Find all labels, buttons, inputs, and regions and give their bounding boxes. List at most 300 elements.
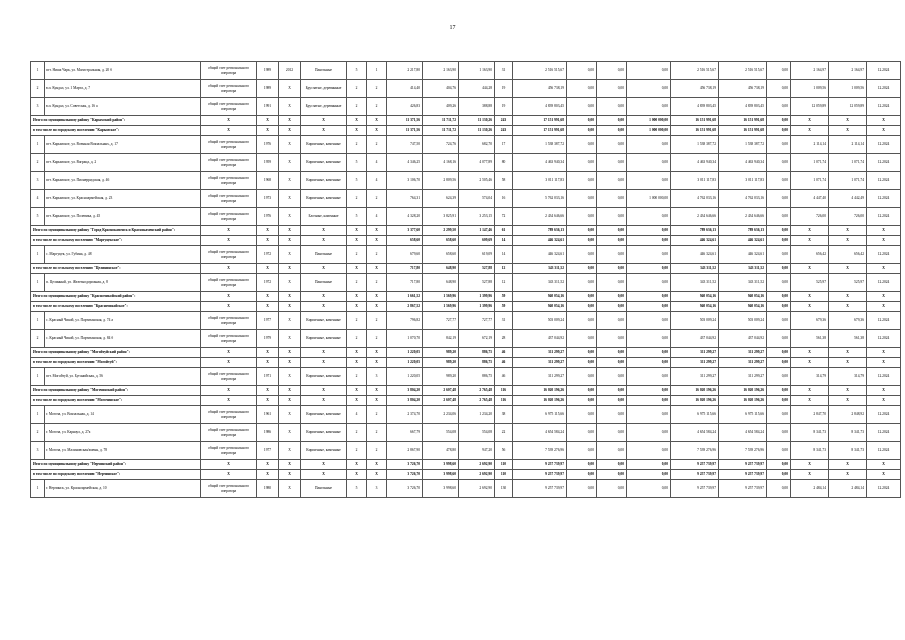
table-row (31, 274, 901, 292)
unit-cost-cell: 1 071,74 (791, 154, 829, 172)
total-cost-cell: 446 324,61 (513, 236, 567, 246)
premises-area-cell: 658,60 (423, 246, 459, 264)
total-cost-cell: 343 311,52 (513, 274, 567, 292)
other-funds-cell: 0,00 (767, 442, 791, 460)
unit-cost-cell: 2 484,14 (791, 480, 829, 498)
wall-material-cell: Кирпичные, каменные (301, 190, 347, 208)
residential-area-cell: 682,70 (459, 136, 495, 154)
x-mark-cell: X (867, 116, 901, 126)
x-mark-cell: X (367, 236, 387, 246)
commission-year-cell: 1973 (257, 190, 279, 208)
planned-date-cell: 12.2024 (867, 208, 901, 226)
subtotal-label-cell: в том числе по городскому поселению "Могочинское": (31, 396, 201, 406)
x-mark-cell: X (347, 358, 367, 368)
total-area-cell: 679,60 (387, 246, 423, 264)
residents-cell: 130 (495, 480, 513, 498)
table-row (31, 154, 901, 172)
owner-funds-cell: 16 020 196,26 (671, 396, 719, 406)
x-mark-cell: X (201, 348, 257, 358)
x-mark-cell: X (347, 116, 367, 126)
residents-cell: 243 (495, 116, 513, 126)
row-number-cell: 3 (31, 442, 45, 460)
max-unit-cost-cell: 1 071,74 (829, 154, 867, 172)
residential-area-cell: 672,19 (459, 330, 495, 348)
max-unit-cost-cell: 4 442,49 (829, 190, 867, 208)
last-repair-year-cell: X (279, 312, 301, 330)
address-cell: пгт. Карымское, ул. Красноармейская, д. 23 (45, 190, 201, 208)
total-area-cell: 1 070,70 (387, 330, 423, 348)
x-mark-cell: X (301, 126, 347, 136)
total-cost-cell: 5 762 033,16 (513, 190, 567, 208)
floors-cell: 5 (347, 208, 367, 226)
total-area-cell: 3 726,70 (387, 480, 423, 498)
x-mark-cell: X (867, 460, 901, 470)
total-cost-cell: 1 538 387,72 (513, 136, 567, 154)
last-repair-year-cell: X (279, 424, 301, 442)
local-funds-cell: 0,00 (627, 154, 671, 172)
entrances-cell: 2 (367, 136, 387, 154)
federal-funds-cell: 0,00 (567, 236, 597, 246)
local-funds-cell: 0,00 (627, 406, 671, 424)
residents-cell: 14 (495, 236, 513, 246)
x-mark-cell: X (829, 116, 867, 126)
subtotal-row (31, 302, 901, 312)
premises-area-cell: 989,20 (423, 358, 459, 368)
local-funds-cell: 0,00 (627, 330, 671, 348)
regional-funds-cell: 0,00 (597, 208, 627, 226)
max-unit-cost-cell: 1 071,74 (829, 172, 867, 190)
wall-material-cell: Панельные (301, 480, 347, 498)
last-repair-year-cell: X (279, 172, 301, 190)
table-row (31, 190, 901, 208)
subtotal-row (31, 116, 901, 126)
account-type-cell: общий счет регионального оператора (201, 246, 257, 264)
other-funds-cell: 0,00 (767, 396, 791, 406)
commission-year-cell: 1972 (257, 274, 279, 292)
x-mark-cell: X (867, 358, 901, 368)
x-mark-cell: X (367, 470, 387, 480)
owner-funds-cell: 9 257 739,97 (671, 460, 719, 470)
x-mark-cell: X (301, 386, 347, 396)
total-cost-cell: 16 020 196,26 (513, 386, 567, 396)
x-mark-cell: X (301, 302, 347, 312)
regional-funds-cell: 0,00 (597, 470, 627, 480)
x-mark-cell: X (257, 396, 279, 406)
regional-funds-cell: 0,00 (597, 246, 627, 264)
owner-funds-cell: 311 299,27 (671, 358, 719, 368)
fund-account-cell: 2 434 646,66 (719, 208, 767, 226)
local-funds-cell: 0,00 (627, 274, 671, 292)
fund-account-cell: 940 054,16 (719, 292, 767, 302)
commission-year-cell: 1968 (257, 172, 279, 190)
x-mark-cell: X (201, 396, 257, 406)
residents-cell: 14 (495, 246, 513, 264)
fund-account-cell: 9 257 739,97 (719, 470, 767, 480)
planned-date-cell: 12.2024 (867, 312, 901, 330)
regional-funds-cell: 0,00 (597, 302, 627, 312)
wall-material-cell: Кирпичные, каменные (301, 136, 347, 154)
subtotal-label-cell: в том числе по городскому поселению "Карымское": (31, 126, 201, 136)
max-unit-cost-cell: 726,00 (829, 208, 867, 226)
row-number-cell: 1 (31, 312, 45, 330)
total-cost-cell: 311 299,27 (513, 368, 567, 386)
row-number-cell: 3 (31, 172, 45, 190)
address-cell: г. Могоча, ул. Карнаул, д. 27а (45, 424, 201, 442)
residents-cell: 59 (495, 292, 513, 302)
residents-cell: 31 (495, 312, 513, 330)
owner-funds-cell: 503 009,24 (671, 312, 719, 330)
federal-funds-cell: 0,00 (567, 302, 597, 312)
commission-year-cell: 1986 (257, 424, 279, 442)
local-funds-cell: 0,00 (627, 236, 671, 246)
local-funds-cell: 0,00 (627, 62, 671, 80)
row-number-cell: 1 (31, 136, 45, 154)
total-cost-cell: 456 738,19 (513, 80, 567, 98)
x-mark-cell: X (279, 264, 301, 274)
local-funds-cell: 0,00 (627, 172, 671, 190)
owner-funds-cell: 4 839 803,45 (671, 98, 719, 116)
regional-funds-cell: 0,00 (597, 136, 627, 154)
table-row (31, 172, 901, 190)
x-mark-cell: X (867, 236, 901, 246)
x-mark-cell: X (301, 236, 347, 246)
x-mark-cell: X (367, 358, 387, 368)
x-mark-cell: X (279, 236, 301, 246)
premises-area-cell: 11 711,72 (423, 116, 459, 126)
residents-cell: 72 (495, 208, 513, 226)
table-row (31, 480, 901, 498)
other-funds-cell: 0,00 (767, 312, 791, 330)
capital-repair-register-table (30, 61, 901, 498)
regional-funds-cell: 0,00 (597, 292, 627, 302)
other-funds-cell: 0,00 (767, 368, 791, 386)
local-funds-cell: 0,00 (627, 264, 671, 274)
x-mark-cell: X (367, 386, 387, 396)
federal-funds-cell: 0,00 (567, 190, 597, 208)
local-funds-cell: 0,00 (627, 368, 671, 386)
fund-account-cell: 16 151 991,68 (719, 126, 767, 136)
total-cost-cell: 7 539 276,96 (513, 442, 567, 460)
max-unit-cost-cell: 314,79 (829, 368, 867, 386)
fund-account-cell: 3 011 117,83 (719, 172, 767, 190)
x-mark-cell: X (347, 292, 367, 302)
federal-funds-cell: 0,00 (567, 246, 597, 264)
subtotal-label-cell: в том числе по городскому поселению "Нерчинское": (31, 470, 201, 480)
federal-funds-cell: 0,00 (567, 292, 597, 302)
premises-area-cell: 478,80 (423, 442, 459, 460)
other-funds-cell: 0,00 (767, 136, 791, 154)
total-area-cell: 658,60 (387, 236, 423, 246)
wall-material-cell: Блочные, каменные (301, 208, 347, 226)
max-unit-cost-cell: 2 164,97 (829, 62, 867, 80)
x-mark-cell: X (347, 236, 367, 246)
floors-cell: 5 (347, 62, 367, 80)
local-funds-cell: 0,00 (627, 470, 671, 480)
fund-account-cell: 4 654 584,24 (719, 424, 767, 442)
other-funds-cell: 0,00 (767, 292, 791, 302)
residents-cell: 16 (495, 190, 513, 208)
x-mark-cell: X (791, 460, 829, 470)
residents-cell: 110 (495, 460, 513, 470)
table-row (31, 208, 901, 226)
address-cell: с. Маргуцек, ул. Губина, д. 48 (45, 246, 201, 264)
planned-date-cell: 12.2024 (867, 172, 901, 190)
residential-area-cell: 574,04 (459, 190, 495, 208)
commission-year-cell: 1961 (257, 406, 279, 424)
address-cell: п. Целинный, ул. Железнодорожная, д. 8 (45, 274, 201, 292)
x-mark-cell: X (279, 126, 301, 136)
account-type-cell: общий счет регионального оператора (201, 172, 257, 190)
regional-funds-cell: 0,00 (597, 264, 627, 274)
commission-year-cell: 1976 (257, 208, 279, 226)
regional-funds-cell: 0,00 (597, 62, 627, 80)
x-mark-cell: X (867, 348, 901, 358)
other-funds-cell: 0,00 (767, 358, 791, 368)
regional-funds-cell: 0,00 (597, 330, 627, 348)
total-cost-cell: 6 975 115,66 (513, 406, 567, 424)
last-repair-year-cell: X (279, 136, 301, 154)
residential-area-cell: 444,28 (459, 80, 495, 98)
x-mark-cell: X (279, 460, 301, 470)
residential-area-cell: 2 692,90 (459, 480, 495, 498)
subtotal-row (31, 396, 901, 406)
planned-date-cell: 12.2024 (867, 330, 901, 348)
local-funds-cell: 0,00 (627, 480, 671, 498)
other-funds-cell: 0,00 (767, 226, 791, 236)
total-area-cell: 3 804,20 (387, 386, 423, 396)
fund-account-cell: 7 539 276,96 (719, 442, 767, 460)
planned-date-cell: 12.2024 (867, 480, 901, 498)
floors-cell: 4 (347, 406, 367, 424)
planned-date-cell: 12.2024 (867, 136, 901, 154)
x-mark-cell: X (829, 292, 867, 302)
owner-funds-cell: 2 516 515,67 (671, 62, 719, 80)
residential-area-cell: 527,88 (459, 264, 495, 274)
fund-account-cell: 4 463 940,34 (719, 154, 767, 172)
fund-account-cell: 16 020 196,26 (719, 386, 767, 396)
commission-year-cell: 1977 (257, 312, 279, 330)
x-mark-cell: X (257, 302, 279, 312)
residents-cell: 19 (495, 98, 513, 116)
x-mark-cell: X (347, 264, 367, 274)
residential-area-cell: 886,75 (459, 368, 495, 386)
x-mark-cell: X (347, 348, 367, 358)
x-mark-cell: X (257, 358, 279, 368)
federal-funds-cell: 0,00 (567, 62, 597, 80)
fund-account-cell: 940 054,16 (719, 302, 767, 312)
total-cost-cell: 16 020 196,26 (513, 396, 567, 406)
commission-year-cell: 1979 (257, 330, 279, 348)
fund-account-cell: 9 257 739,97 (719, 480, 767, 498)
entrances-cell: 2 (367, 442, 387, 460)
total-area-cell: 764,31 (387, 190, 423, 208)
x-mark-cell: X (867, 470, 901, 480)
x-mark-cell: X (791, 226, 829, 236)
fund-account-cell: 456 738,19 (719, 80, 767, 98)
x-mark-cell: X (201, 264, 257, 274)
premises-area-cell: 2 607,48 (423, 396, 459, 406)
other-funds-cell: 0,00 (767, 330, 791, 348)
wall-material-cell: Кирпичные, каменные (301, 330, 347, 348)
address-cell: г. Могоча, ул. Вокзальная, д. 14 (45, 406, 201, 424)
x-mark-cell: X (201, 358, 257, 368)
total-area-cell: 11 371,56 (387, 126, 423, 136)
unit-cost-cell: 2 847,70 (791, 406, 829, 424)
entrances-cell: 2 (367, 424, 387, 442)
residents-cell: 17 (495, 136, 513, 154)
owner-funds-cell: 6 975 115,66 (671, 406, 719, 424)
total-cost-cell: 2 516 515,67 (513, 62, 567, 80)
owner-funds-cell: 9 257 739,97 (671, 470, 719, 480)
table-row (31, 442, 901, 460)
unit-cost-cell: 314,79 (791, 368, 829, 386)
total-area-cell: 2 374,70 (387, 406, 423, 424)
local-funds-cell: 1 000 000,00 (627, 190, 671, 208)
subtotal-label-cell: Итого по муниципальному району "Город Краснокаменск и Краснокаменский район": (31, 226, 201, 236)
subtotal-row (31, 226, 901, 236)
subtotal-row (31, 386, 901, 396)
row-number-cell: 1 (31, 246, 45, 264)
residents-cell: 46 (495, 348, 513, 358)
entrances-cell: 2 (367, 98, 387, 116)
floors-cell: 2 (347, 442, 367, 460)
x-mark-cell: X (301, 470, 347, 480)
entrances-cell: 3 (367, 368, 387, 386)
total-cost-cell: 940 054,16 (513, 302, 567, 312)
floors-cell: 2 (347, 80, 367, 98)
unit-cost-cell: 525,97 (791, 274, 829, 292)
x-mark-cell: X (791, 470, 829, 480)
row-number-cell: 5 (31, 208, 45, 226)
premises-area-cell: 404,76 (423, 80, 459, 98)
other-funds-cell: 0,00 (767, 126, 791, 136)
address-cell: в.п. Кундал, ул. Советская, д. 16 а (45, 98, 201, 116)
address-cell: пгт. Могойтуй, ул. Буганийская, д. 56 (45, 368, 201, 386)
last-repair-year-cell: X (279, 80, 301, 98)
total-cost-cell: 503 009,24 (513, 312, 567, 330)
residential-area-cell: 619,09 (459, 246, 495, 264)
other-funds-cell: 0,00 (767, 246, 791, 264)
x-mark-cell: X (829, 386, 867, 396)
unit-cost-cell: 1 009,56 (791, 80, 829, 98)
x-mark-cell: X (201, 236, 257, 246)
x-mark-cell: X (301, 396, 347, 406)
regional-funds-cell: 0,00 (597, 172, 627, 190)
fund-account-cell: 4 839 803,45 (719, 98, 767, 116)
account-type-cell: общий счет регионального оператора (201, 312, 257, 330)
x-mark-cell: X (201, 302, 257, 312)
total-cost-cell: 4 654 584,24 (513, 424, 567, 442)
x-mark-cell: X (257, 386, 279, 396)
max-unit-cost-cell: 1 009,56 (829, 80, 867, 98)
other-funds-cell: 0,00 (767, 116, 791, 126)
regional-funds-cell: 0,00 (597, 348, 627, 358)
x-mark-cell: X (867, 292, 901, 302)
local-funds-cell: 0,00 (627, 442, 671, 460)
regional-funds-cell: 0,00 (597, 312, 627, 330)
residents-cell: 80 (495, 154, 513, 172)
premises-area-cell: 2 299,50 (423, 226, 459, 236)
local-funds-cell: 0,00 (627, 424, 671, 442)
owner-funds-cell: 437 044,92 (671, 330, 719, 348)
residential-area-cell: 4 077,89 (459, 154, 495, 172)
total-cost-cell: 17 151 991,68 (513, 126, 567, 136)
x-mark-cell: X (347, 126, 367, 136)
address-cell: пгт. Карымское, ул. Военная Вокзальных, д. 17 (45, 136, 201, 154)
total-area-cell: 2 217,80 (387, 62, 423, 80)
owner-funds-cell: 311 299,27 (671, 348, 719, 358)
entrances-cell: 3 (367, 480, 387, 498)
regional-funds-cell: 0,00 (597, 116, 627, 126)
planned-date-cell: 12.2024 (867, 368, 901, 386)
max-unit-cost-cell: 2 484,14 (829, 480, 867, 498)
premises-area-cell: 648,90 (423, 264, 459, 274)
premises-area-cell: 554,08 (423, 424, 459, 442)
federal-funds-cell: 0,00 (567, 312, 597, 330)
regional-funds-cell: 0,00 (597, 386, 627, 396)
planned-date-cell: 12.2024 (867, 442, 901, 460)
x-mark-cell: X (791, 116, 829, 126)
x-mark-cell: X (279, 358, 301, 368)
x-mark-cell: X (279, 396, 301, 406)
other-funds-cell: 0,00 (767, 480, 791, 498)
commission-year-cell: 1980 (257, 480, 279, 498)
other-funds-cell: 0,00 (767, 62, 791, 80)
regional-funds-cell: 0,00 (597, 126, 627, 136)
total-area-cell: 4 328,20 (387, 208, 423, 226)
other-funds-cell: 0,00 (767, 154, 791, 172)
max-unit-cost-cell: 8 341,73 (829, 442, 867, 460)
residential-area-cell: 2 765,48 (459, 386, 495, 396)
table-row (31, 368, 901, 386)
premises-area-cell: 3 998,60 (423, 480, 459, 498)
total-cost-cell: 9 257 739,97 (513, 480, 567, 498)
residential-area-cell: 1 399,96 (459, 302, 495, 312)
total-area-cell: 667,79 (387, 424, 423, 442)
total-area-cell: 1 220,05 (387, 358, 423, 368)
address-cell: пгт. Карымское, ул. Полевика, д. 45 (45, 208, 201, 226)
local-funds-cell: 0,00 (627, 348, 671, 358)
table-row (31, 424, 901, 442)
x-mark-cell: X (829, 396, 867, 406)
x-mark-cell: X (257, 292, 279, 302)
last-repair-year-cell: 2012 (279, 62, 301, 80)
x-mark-cell: X (257, 116, 279, 126)
row-number-cell: 1 (31, 480, 45, 498)
last-repair-year-cell: X (279, 406, 301, 424)
residential-area-cell: 388,88 (459, 98, 495, 116)
residential-area-cell: 1 234,20 (459, 406, 495, 424)
x-mark-cell: X (201, 116, 257, 126)
x-mark-cell: X (257, 460, 279, 470)
commission-year-cell: 1971 (257, 368, 279, 386)
x-mark-cell: X (791, 126, 829, 136)
x-mark-cell: X (257, 226, 279, 236)
floors-cell: 2 (347, 424, 367, 442)
max-unit-cost-cell: 561,38 (829, 330, 867, 348)
residents-cell: 116 (495, 386, 513, 396)
federal-funds-cell: 0,00 (567, 406, 597, 424)
premises-area-cell: 724,76 (423, 136, 459, 154)
other-funds-cell: 0,00 (767, 406, 791, 424)
subtotal-row (31, 358, 901, 368)
x-mark-cell: X (279, 226, 301, 236)
x-mark-cell: X (367, 396, 387, 406)
x-mark-cell: X (279, 348, 301, 358)
address-cell: пгт. Карымское, ул. Пионерридская, д. 46 (45, 172, 201, 190)
unit-cost-cell: 8 341,73 (791, 424, 829, 442)
table-row (31, 62, 901, 80)
